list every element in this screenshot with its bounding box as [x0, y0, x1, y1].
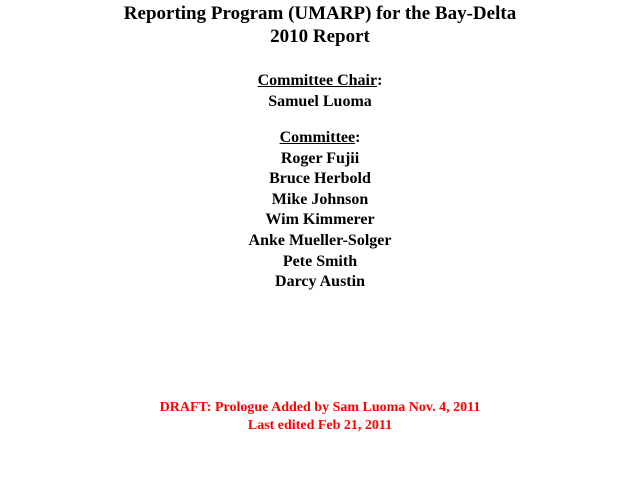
committee-chair-heading: Committee Chair:	[257, 72, 383, 89]
committee-chair-section	[0, 70, 640, 112]
report-title-line-1: Reporting Program (UMARP) for the Bay-Delta	[123, 3, 517, 24]
draft-notice-line-1: DRAFT: Prologue Added by Sam Luoma Nov. 4, 2011	[159, 400, 481, 415]
committee-label: Committee	[279, 129, 356, 146]
report-title-line-2: 2010 Report	[270, 26, 370, 47]
committee-member: Roger Fujii	[280, 149, 360, 167]
committee-chair-label: Committee Chair	[257, 72, 378, 89]
committee-member: Anke Mueller-Solger	[248, 231, 392, 249]
committee-member: Darcy Austin	[275, 273, 365, 291]
committee-member: Bruce Herbold	[269, 170, 371, 188]
committee-section	[0, 128, 640, 293]
committee-chair-name: Samuel Luoma	[268, 93, 372, 110]
committee-member: Wim Kimmerer	[265, 211, 375, 229]
committee-member: Pete Smith	[282, 252, 358, 270]
committee-member: Mike Johnson	[271, 190, 369, 208]
draft-notice	[0, 399, 640, 435]
report-title	[0, 2, 640, 48]
draft-notice-line-2: Last edited Feb 21, 2011	[247, 418, 393, 433]
committee-heading: Committee:	[279, 129, 361, 146]
